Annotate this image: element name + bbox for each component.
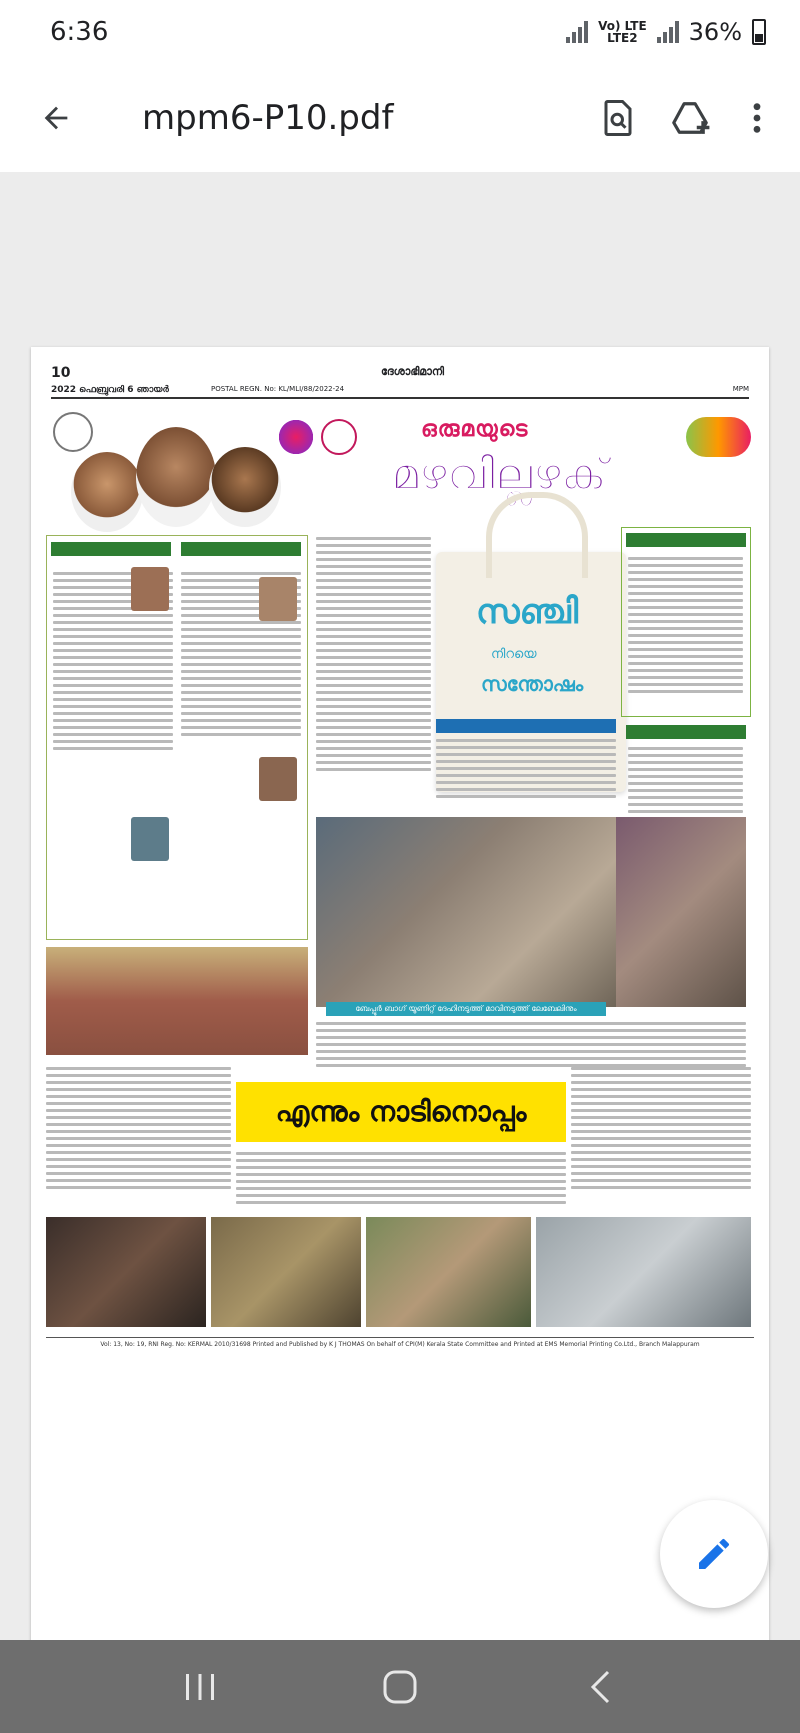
status-indicators xyxy=(566,18,766,46)
masthead-code: MPM xyxy=(732,385,749,393)
status-time: 6:36 xyxy=(50,17,109,47)
add-to-drive-icon xyxy=(671,99,713,137)
hotel-kitchen-photo xyxy=(46,1217,206,1327)
app-bar xyxy=(0,64,800,172)
battery-icon xyxy=(752,19,766,45)
home-shop-photo xyxy=(366,1217,531,1327)
page-footer: Vol: 13, No: 19, RNI Reg. No: KERMAL 2010/31698 Printed and Published by K J THOMAS On behalf of CPI(M) Kerala State Committee and Printed at EMS Memorial Printing Co.Ltd., Branch Malappuram xyxy=(46,1337,754,1348)
food-photo xyxy=(211,1217,361,1327)
battery-percent: 36% xyxy=(688,18,742,46)
profile-photo xyxy=(259,757,297,801)
search-document-icon xyxy=(600,98,636,138)
article-heading-bar xyxy=(181,542,301,556)
signal-icon xyxy=(566,21,588,43)
sewing-unit-photo xyxy=(316,817,616,1007)
article-text xyxy=(628,557,743,697)
masthead-title: ദേശാഭിമാനി xyxy=(381,365,445,378)
article-text xyxy=(316,1022,746,1071)
profile-photo xyxy=(131,817,169,861)
article-text xyxy=(436,739,616,802)
back-button[interactable] xyxy=(28,90,84,146)
back-nav-button[interactable] xyxy=(570,1657,630,1717)
group-photo xyxy=(46,947,308,1055)
festival-logo xyxy=(686,417,751,457)
more-vert-icon xyxy=(752,101,762,135)
edit-pencil-icon xyxy=(694,1534,734,1574)
profile-photo xyxy=(131,567,169,611)
pdf-viewer[interactable] xyxy=(0,172,800,1640)
article-heading-bar xyxy=(626,533,746,547)
home-button[interactable] xyxy=(370,1657,430,1717)
kudumbashree-logo xyxy=(276,417,316,457)
back-arrow-icon xyxy=(39,101,73,135)
cloth-bag-illustration: സഞ്ചി നിറയെ സന്തോഷം xyxy=(436,552,626,792)
institution-logo xyxy=(321,419,357,455)
portrait-photo-1 xyxy=(71,452,143,532)
article-heading-bar xyxy=(626,725,746,739)
system-nav-bar xyxy=(0,1640,800,1733)
recent-apps-button[interactable] xyxy=(170,1657,230,1717)
add-to-drive-button[interactable] xyxy=(668,94,716,142)
home-icon xyxy=(381,1668,419,1706)
kerala-emblem-icon xyxy=(53,412,93,452)
headline-main: മഴവില്ലഴക് xyxy=(391,449,607,500)
search-in-document-button[interactable] xyxy=(594,94,642,142)
recent-apps-icon xyxy=(183,1672,217,1702)
sewing-unit-photo-2 xyxy=(616,817,746,1007)
edit-fab-button[interactable] xyxy=(660,1500,768,1608)
back-icon xyxy=(588,1669,612,1705)
headline-top: ഒരുമയുടെ xyxy=(421,417,529,442)
section-banner: എന്നും നാടിനൊപ്പം xyxy=(236,1082,566,1142)
article-heading-bar xyxy=(436,719,616,733)
document-title: mpm6-P10.pdf xyxy=(142,98,394,138)
newspaper-masthead xyxy=(51,365,749,399)
article-text xyxy=(571,1067,751,1193)
pdf-page[interactable] xyxy=(31,347,769,1652)
article-text xyxy=(46,1067,231,1193)
packaging-machine-photo xyxy=(536,1217,751,1327)
article-text xyxy=(316,537,431,775)
page-number: 10 xyxy=(51,365,71,381)
masthead-date: 2022 ഫെബ്രുവരി 6 ഞായർ xyxy=(51,385,169,395)
article-heading-bar xyxy=(51,542,171,556)
masthead-postal: POSTAL REGN. No: KL/MLI/88/2022-24 xyxy=(211,385,345,393)
article-text xyxy=(236,1152,566,1208)
signal-icon-2 xyxy=(657,21,679,43)
app-actions xyxy=(594,94,772,142)
portrait-photo-2 xyxy=(136,427,216,527)
network-label: Vo) LTE LTE2 xyxy=(598,19,647,45)
portrait-photo-3 xyxy=(209,447,281,527)
more-options-button[interactable] xyxy=(742,94,772,142)
photo-caption-strip: ബേപ്പൂർ ബാഗ് യൂണിറ്റ് ദേഹിനടുത്ത് മാവിനടുത്ത് ലേബേലിനും xyxy=(326,1002,606,1016)
status-bar xyxy=(0,0,800,64)
profile-photo xyxy=(259,577,297,621)
